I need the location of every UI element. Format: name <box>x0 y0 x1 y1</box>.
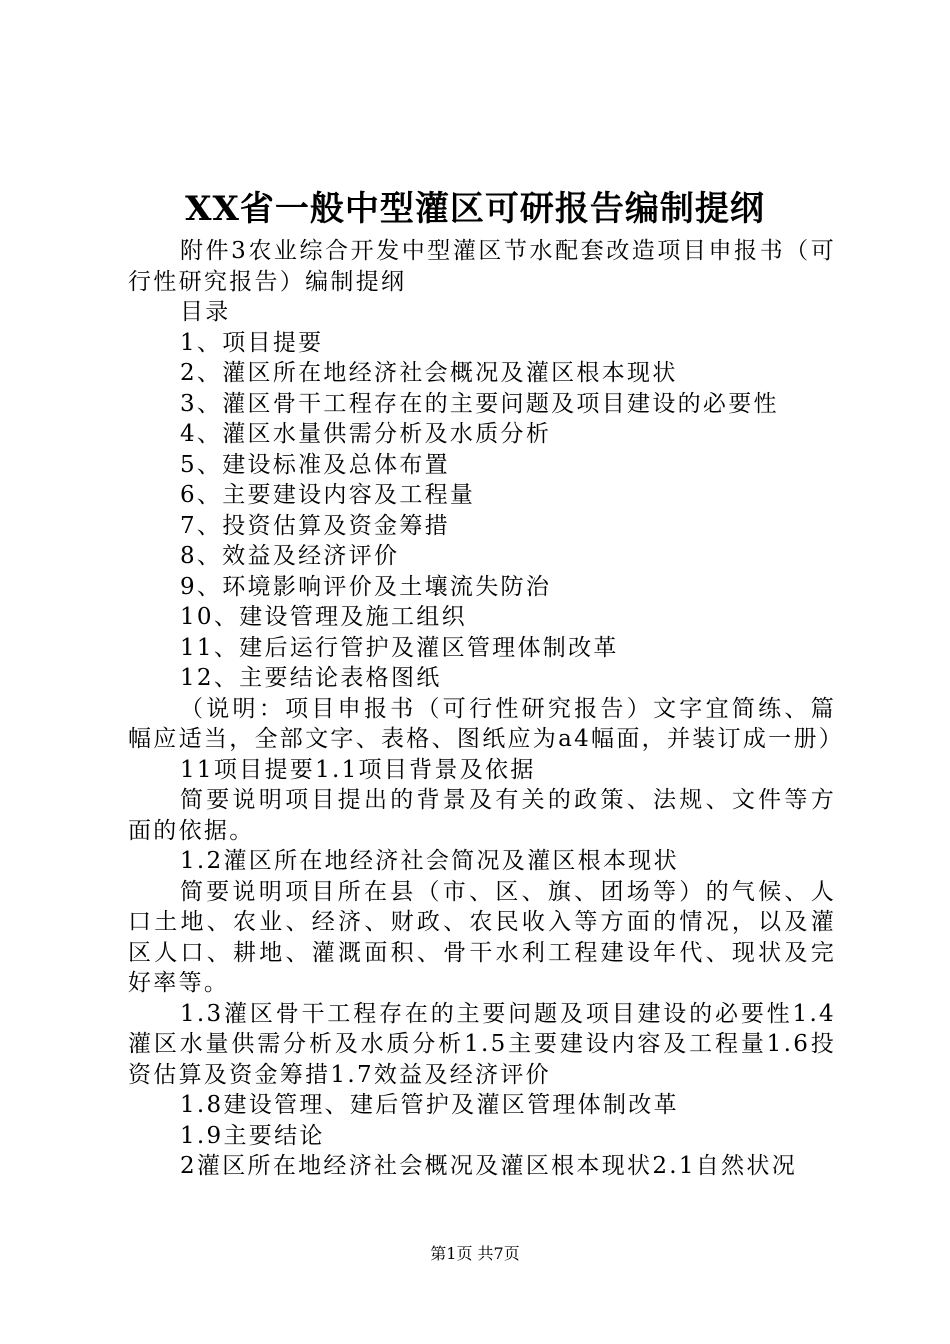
document-body <box>128 236 845 1182</box>
note-paragraph: （说明：项目申报书（可行性研究报告）文字宜简练、篇幅应适当，全部文字、表格、图纸应为a4幅面，并装订成一册） <box>128 695 845 752</box>
toc-item: 9、环境影响评价及土壤流失防治 <box>180 573 552 600</box>
toc-item: 11、建后运行管护及灌区管理体制改革 <box>180 634 619 661</box>
toc-item: 3、灌区骨干工程存在的主要问题及项目建设的必要性 <box>180 390 779 417</box>
page-number: 第1页 共7页 <box>430 1244 520 1263</box>
toc-item: 2、灌区所在地经济社会概况及灌区根本现状 <box>180 360 678 386</box>
document-title: XX省一般中型灌区可研报告编制提纲 <box>185 189 765 229</box>
toc-item: 7、投资估算及资金筹措 <box>180 512 450 539</box>
paragraph: 附件3农业综合开发中型灌区节水配套改造项目申报书（可行性研究报告）编制提纲 <box>128 238 836 295</box>
section-heading: 1.9主要结论 <box>180 1122 325 1149</box>
toc-heading: 目录 <box>180 299 231 325</box>
toc-item: 12、主要结论表格图纸 <box>180 665 442 691</box>
section-heading: 1.2灌区所在地经济社会简况及灌区根本现状 <box>180 848 679 874</box>
paragraph: 简要说明项目提出的背景及有关的政策、法规、文件等方面的依据。 <box>128 787 836 844</box>
toc-item: 1、项目提要 <box>180 329 324 356</box>
toc-item: 4、灌区水量供需分析及水质分析 <box>180 421 552 447</box>
toc-item: 6、主要建设内容及工程量 <box>180 482 476 508</box>
paragraph: 简要说明项目所在县（市、区、旗、团场等）的气候、人口土地、农业、经济、财政、农民收入等方面的情况，以及灌区人口、耕地、灌溉面积、骨干水利工程建设年代、现状及完好率等。 <box>128 878 836 996</box>
paragraph: 1.3灌区骨干工程存在的主要问题及项目建设的必要性1.4灌区水量供需分析及水质分析1.5主要建设内容及工程量1.6投资估算及资金筹措1.7效益及经济评价 <box>128 1000 836 1088</box>
toc-item: 5、建设标准及总体布置 <box>180 451 450 478</box>
toc-item: 10、建设管理及施工组织 <box>180 604 467 630</box>
toc-item: 8、效益及经济评价 <box>180 543 400 569</box>
section-heading: 1.8建设管理、建后管护及灌区管理体制改革 <box>180 1092 679 1118</box>
section-heading: 2灌区所在地经济社会概况及灌区根本现状2.1自然状况 <box>180 1153 798 1179</box>
section-heading: 11项目提要1.1项目背景及依据 <box>180 756 536 783</box>
